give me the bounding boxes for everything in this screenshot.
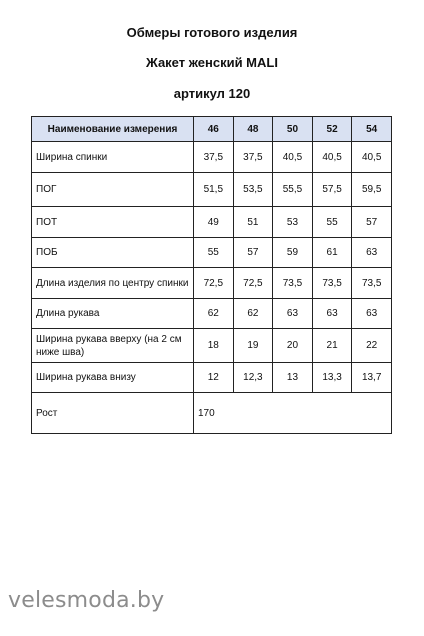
height-value: 170	[194, 393, 392, 434]
header-size: 50	[273, 117, 313, 142]
table-header-row	[32, 117, 392, 142]
table-row	[32, 238, 392, 268]
measurement-value: 13	[273, 363, 313, 393]
measurement-value: 55	[312, 207, 352, 238]
measurement-name: Длина изделия по центру спинки	[32, 268, 194, 299]
measurement-value: 53	[273, 207, 313, 238]
table-row	[32, 173, 392, 207]
measurement-value: 37,5	[194, 142, 234, 173]
article-number: артикул 120	[173, 86, 251, 101]
table-row	[32, 299, 392, 329]
measurement-name: ПОГ	[32, 173, 194, 207]
measurement-name: Длина рукава	[32, 299, 194, 329]
measurement-value: 40,5	[312, 142, 352, 173]
table-row	[32, 207, 392, 238]
height-label: Рост	[32, 393, 194, 434]
measurement-value: 72,5	[233, 268, 273, 299]
watermark: velesmoda.by	[8, 588, 165, 613]
measurement-value: 55	[194, 238, 234, 268]
measurement-value: 55,5	[273, 173, 313, 207]
measurement-name: Ширина спинки	[32, 142, 194, 173]
measurement-value: 63	[352, 238, 392, 268]
measurement-name: ПОБ	[32, 238, 194, 268]
measurement-value: 20	[273, 329, 313, 363]
measurement-value: 57,5	[312, 173, 352, 207]
measurement-name: Ширина рукава вверху (на 2 см ниже шва)	[32, 329, 194, 363]
measurement-value: 19	[233, 329, 273, 363]
measurement-value: 21	[312, 329, 352, 363]
product-name: Жакет женский MALI	[146, 55, 278, 70]
header-size: 46	[194, 117, 234, 142]
header-size: 48	[233, 117, 273, 142]
measurement-value: 12	[194, 363, 234, 393]
measurement-value: 51,5	[194, 173, 234, 207]
measurement-value: 72,5	[194, 268, 234, 299]
measurement-value: 12,3	[233, 363, 273, 393]
measurement-value: 57	[352, 207, 392, 238]
header-size: 52	[312, 117, 352, 142]
measurement-value: 13,3	[312, 363, 352, 393]
measurement-value: 57	[233, 238, 273, 268]
measurement-value: 73,5	[352, 268, 392, 299]
measurement-value: 63	[312, 299, 352, 329]
table-row	[32, 329, 392, 363]
measurement-value: 73,5	[273, 268, 313, 299]
measurement-value: 62	[194, 299, 234, 329]
measurement-value: 49	[194, 207, 234, 238]
table-row	[32, 142, 392, 173]
measurement-value: 59,5	[352, 173, 392, 207]
measurement-value: 51	[233, 207, 273, 238]
measurement-value: 63	[273, 299, 313, 329]
measurement-name: ПОТ	[32, 207, 194, 238]
measurement-value: 63	[352, 299, 392, 329]
measurement-value: 22	[352, 329, 392, 363]
table-row	[32, 363, 392, 393]
header-measurement-name: Наименование измерения	[32, 117, 194, 142]
measurement-value: 37,5	[233, 142, 273, 173]
measurement-value: 62	[233, 299, 273, 329]
measurement-value: 73,5	[312, 268, 352, 299]
measurement-value: 18	[194, 329, 234, 363]
measurement-value: 13,7	[352, 363, 392, 393]
table-row	[32, 268, 392, 299]
measurements-table	[31, 116, 392, 434]
measurement-value: 40,5	[273, 142, 313, 173]
measurement-value: 40,5	[352, 142, 392, 173]
header-size: 54	[352, 117, 392, 142]
table-row-height	[32, 393, 392, 434]
measurement-value: 59	[273, 238, 313, 268]
measurement-value: 53,5	[233, 173, 273, 207]
document-title: Обмеры готового изделия	[126, 25, 298, 40]
measurement-name: Ширина рукава внизу	[32, 363, 194, 393]
measurement-value: 61	[312, 238, 352, 268]
